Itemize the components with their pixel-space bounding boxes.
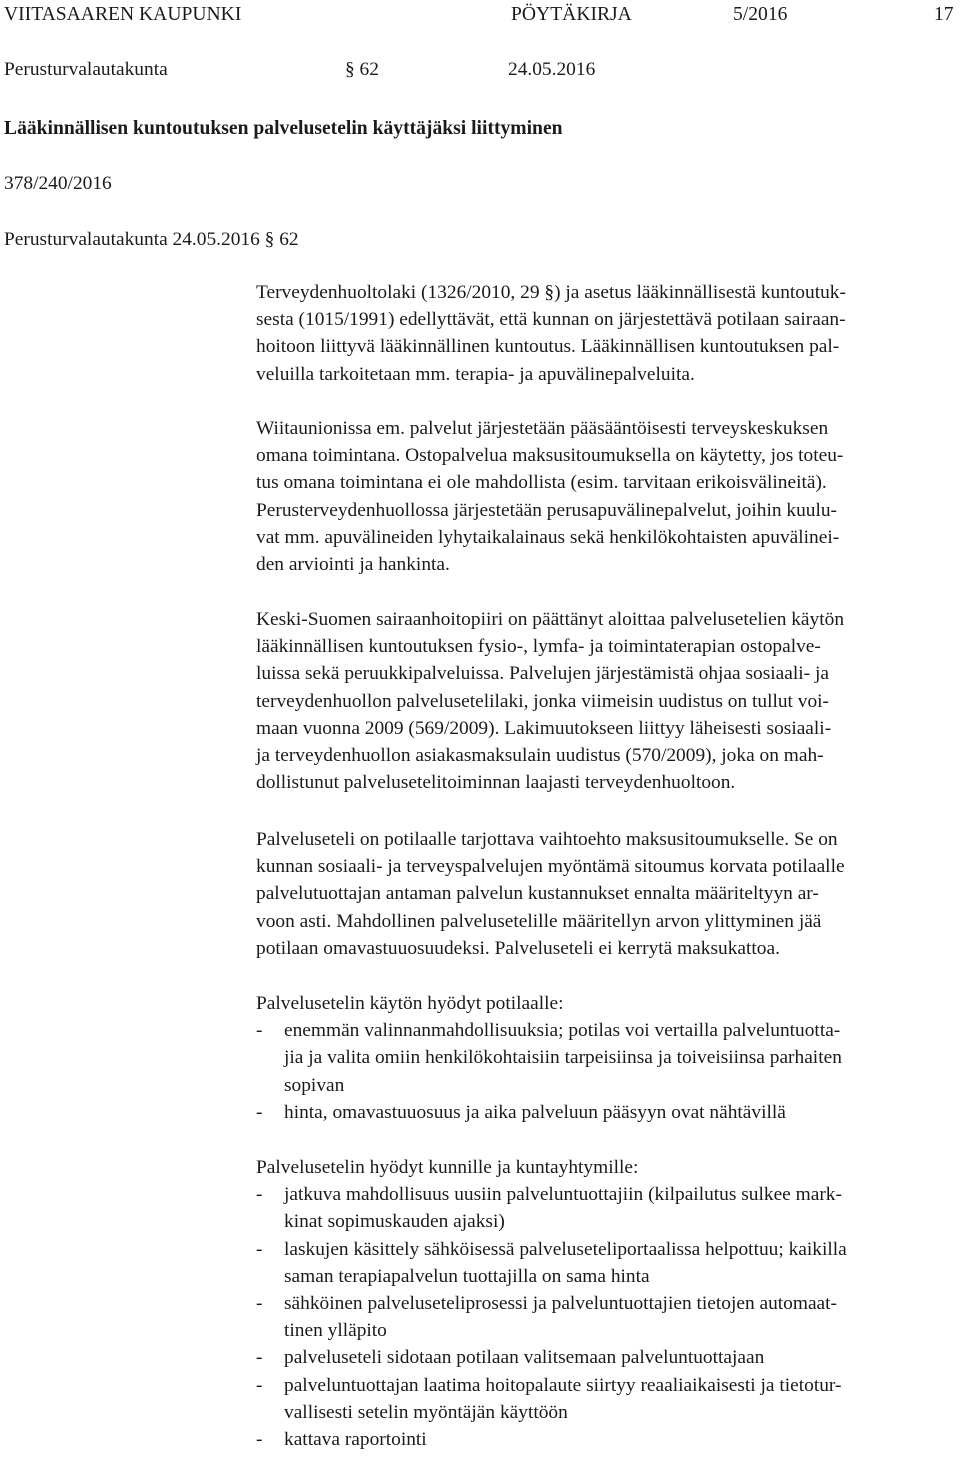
list-item [256,1181,847,1235]
text-line: vat mm. apuvälineiden lyhytaikalainaus sekä henkilökohtaisten apuvälinei- [256,526,840,548]
text-line: dollistunut palvelusetelitoiminnan laajasti terveydenhuoltoon. [256,772,736,794]
list-item-line: jia ja valita omiin henkilökohtaisiin tarpeisiinsa ja toiveisiinsa parhaiten [284,1047,842,1069]
list-item-line: laskujen käsittely sähköisessä palveluseteliportaalissa helpottuu; kaikilla [284,1238,847,1260]
text-line: potilaan omavastuuosuudeksi. Palveluseteli ei kerrytä maksukattoa. [256,937,780,959]
text-line: lääkinnällisen kuntoutuksen fysio-, lymfa- ja toimintaterapian ostopalve- [256,636,821,658]
list-item [256,1290,847,1344]
section-label: § 62 [345,59,379,80]
text-line: omana toimintana. Ostopalvelua maksusitoumuksella on käytetty, jos toteu- [256,445,844,467]
list-item-line: palveluseteli sidotaan potilaan valitsemaan palveluntuottajaan [284,1347,765,1369]
document-type: PÖYTÄKIRJA [511,4,632,25]
bullet-dash: - [256,1428,263,1450]
text-line: hoitoon liittyvä lääkinnällinen kuntoutus. Lääkinnällisen kuntoutuksen pal- [256,336,840,358]
benefits-municipality-section [256,1154,847,1453]
list-item-line: sopivan [284,1074,345,1096]
text-line: sesta (1015/1991) edellyttävät, että kunnan on järjestettävä potilaan sairaan- [256,309,846,331]
bullet-dash: - [256,1292,263,1314]
text-line: tus omana toimintana ei ole mahdollista (esim. tarvitaan erikoisvälineitä). [256,472,827,494]
text-line: maan vuonna 2009 (569/2009). Lakimuutokseen liittyy läheisesti sosiaali- [256,717,832,739]
list-item [256,1372,847,1426]
record-number: 378/240/2016 [4,173,112,194]
meeting-reference: Perusturvalautakunta 24.05.2016 § 62 [4,229,299,250]
text-line: ja terveydenhuollon asiakasmaksulain uudistus (570/2009), joka on mah- [256,744,824,766]
list-item-line: tinen ylläpito [284,1320,387,1342]
list-item-line: kinat sopimuskauden ajaksi) [284,1211,505,1233]
text-line: terveydenhuollon palvelusetelilaki, jonka viimeisin uudistus on tullut voi- [256,690,830,712]
list-item-line: saman terapiapalvelun tuottajilla on sama hinta [284,1265,650,1287]
text-line: luissa sekä peruukkipalveluissa. Palvelujen järjestämistä ohjaa sosiaali- ja [256,663,829,685]
text-line: Perusterveydenhuollossa järjestetään perusapuvälinepalvelut, joihin kuulu- [256,499,838,521]
organization-name: VIITASAAREN KAUPUNKI [4,4,242,25]
list-item [256,1426,847,1453]
text-line: Wiitaunionissa em. palvelut järjestetään pääsääntöisesti terveyskeskuksen [256,418,829,439]
list-item [256,1099,842,1126]
text-line: kunnan sosiaali- ja terveyspalvelujen myöntämä sitoumus korvata potilaalle [256,856,845,878]
item-title: Lääkinnällisen kuntoutuksen palvelusetelin käyttäjäksi liittyminen [4,118,563,139]
text-line: voon asti. Mahdollinen palvelusetelille määritellyn arvon ylittyminen jää [256,910,822,932]
list-item [256,1344,847,1371]
bullet-dash: - [256,1374,263,1396]
section-heading: Palvelusetelin hyödyt kunnille ja kuntayhtymille: [256,1157,639,1178]
paragraph-hospital-district [256,606,844,796]
text-line: Keski-Suomen sairaanhoitopiiri on päättänyt aloittaa palvelusetelien käytön [256,609,845,630]
list-item [256,1017,842,1099]
bullet-dash: - [256,1101,263,1123]
paragraph-voucher-definition [256,826,845,962]
text-line: palvelutuottajan antaman palvelun kustannukset ennalta määriteltyyn ar- [256,883,819,905]
list-item-line: enemmän valinnanmahdollisuuksia; potilas voi vertailla palveluntuotta- [284,1020,841,1042]
board-name: Perusturvalautakunta [4,59,168,80]
text-line: Palveluseteli on potilaalle tarjottava vaihtoehto maksusitoumukselle. Se on [256,829,838,850]
list-item-line: vallisesti setelin myöntäjän käyttöön [284,1401,568,1423]
list-item-line: jatkuva mahdollisuus uusiin palveluntuottajiin (kilpailutus sulkee mark- [284,1184,842,1206]
text-line: den arviointi ja hankinta. [256,553,450,575]
bullet-dash: - [256,1238,263,1260]
bullet-dash: - [256,1184,263,1206]
paragraph-current-practice [256,415,843,578]
list-item [256,1236,847,1290]
bullet-dash: - [256,1020,263,1042]
issue-number: 5/2016 [733,4,788,25]
text-line: veluilla tarkoitetaan mm. terapia- ja apuvälinepalveluita. [256,363,695,385]
list-item-line: kattava raportointi [284,1428,427,1450]
paragraph-legal-basis [256,279,846,388]
list-item-line: sähköinen palveluseteliprosessi ja palveluntuottajien tietojen automaat- [284,1292,838,1314]
page-number: 17 [934,4,954,25]
list-item-line: hinta, omavastuuosuus ja aika palveluun pääsyyn ovat nähtävillä [284,1101,786,1123]
meeting-date: 24.05.2016 [508,59,596,80]
benefits-patient-section [256,990,842,1126]
list-item-line: palveluntuottajan laatima hoitopalaute siirtyy reaaliaikaisesti ja tietotur- [284,1374,842,1396]
text-line: Terveydenhuoltolaki (1326/2010, 29 §) ja asetus lääkinnällisestä kuntoutuk- [256,282,846,303]
bullet-dash: - [256,1347,263,1369]
section-heading: Palvelusetelin käytön hyödyt potilaalle: [256,993,564,1014]
